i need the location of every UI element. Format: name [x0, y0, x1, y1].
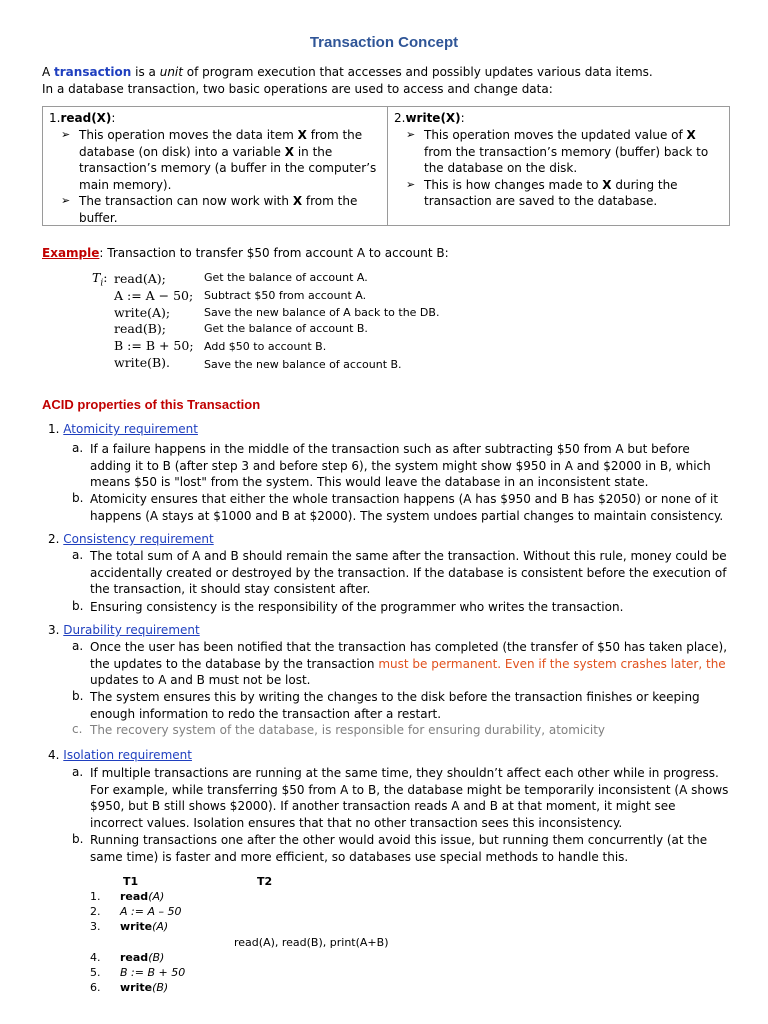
- example-code-1: read(A);: [114, 271, 166, 286]
- item-label: a.: [72, 548, 84, 562]
- item-label: b.: [72, 599, 84, 613]
- atomicity-item-b: Atomicity ensures that either the whole transaction happens (A has $950 and B has $2050) or none of it happens (A stays at $1000 and B at $2000). The system undoes partial changes to maintain consistency.: [90, 492, 724, 523]
- isolation-link[interactable]: Isolation requirement: [63, 748, 192, 762]
- durability-highlight: must be permanent. Even if the system crashes later, the: [378, 656, 726, 671]
- example-code-2: A := A − 50;: [114, 288, 194, 303]
- schedule-step-num: 5.: [90, 966, 101, 979]
- schedule-header-t1: T1: [123, 875, 139, 888]
- section-isolation: 4. Isolation requirement: [48, 748, 192, 762]
- example-comment-5: Add $50 to account B.: [204, 340, 327, 353]
- example-comment-2: Subtract $50 from account A.: [204, 289, 367, 302]
- item-label: a.: [72, 441, 84, 455]
- durability-item-b: The system ensures this by writing the changes to the disk before the transaction finishes or keeping enough information to redo the transaction after a restart.: [90, 690, 700, 721]
- example-comment-3: Save the new balance of A back to the DB.: [204, 306, 440, 319]
- schedule-step-3: write(A): [120, 920, 169, 933]
- read-operation-cell: [43, 107, 387, 225]
- page-title: Transaction Concept: [309, 34, 459, 51]
- operations-table: [42, 106, 730, 226]
- write-bullet-1: ➢ This operation moves the updated value of X from the transaction’s memory (buffer) back to the database on the disk.: [406, 128, 709, 175]
- schedule-step-num: 6.: [90, 981, 101, 994]
- arrow-bullet-icon: ➢: [406, 177, 416, 191]
- intro-line-2: In a database transaction, two basic operations are used to access and change data:: [42, 82, 553, 96]
- section-atomicity: 1. Atomicity requirement: [48, 422, 198, 436]
- item-label: a.: [72, 765, 84, 779]
- isolation-item-b: Running transactions one after the other would avoid this issue, but running them concurrently (at the same time) is faster and more efficient, so databases use special methods to handle this.: [90, 833, 708, 864]
- example-code-6: write(B).: [114, 355, 171, 370]
- section-consistency: 2. Consistency requirement: [48, 532, 214, 546]
- item-label: b.: [72, 689, 84, 703]
- durability-item-c: The recovery system of the database, is responsible for ensuring durability, atomicity: [90, 723, 606, 737]
- arrow-bullet-icon: ➢: [406, 128, 416, 141]
- example-code-5: B := B + 50;: [114, 338, 194, 353]
- item-label: c.: [72, 722, 83, 736]
- example-comment-1: Get the balance of account A.: [204, 271, 368, 284]
- schedule-step-1: read(A): [120, 890, 165, 903]
- consistency-item-b: Ensuring consistency is the responsibility of the programmer who writes the transaction.: [90, 600, 624, 614]
- schedule-step-6: write(B): [120, 981, 169, 994]
- example-code-3: write(A);: [114, 305, 171, 320]
- section-durability: 3. Durability requirement: [48, 623, 200, 637]
- consistency-item-a: The total sum of A and B should remain the same after the transaction. Without this rule, money could be accidentally created or destroyed by the transaction. If the database is consistent before the execution of the transaction, it should stay consistent after.: [90, 549, 727, 597]
- schedule-step-num: 1.: [90, 890, 101, 903]
- item-label: a.: [72, 639, 84, 653]
- isolation-item-a: If multiple transactions are running at the same time, they shouldn’t affect each other while in progress. For example, while transferring $50 from A to B, the database might be temporarily inconsistent (A shows $950, but B still shows $2000). If another transaction reads A and B at that moment, it might see incorrect values. Isolation ensures that that no other transaction sees this inconsistency.: [90, 766, 729, 830]
- example-code-4: read(B);: [114, 321, 166, 336]
- transaction-ti-label: $T_i$:: [92, 270, 108, 289]
- write-operation-heading: 2.write(X):: [394, 111, 465, 125]
- schedule-step-4: read(B): [120, 951, 165, 964]
- schedule-header-t2: T2: [257, 875, 273, 888]
- consistency-link[interactable]: Consistency requirement: [63, 532, 214, 546]
- transaction-keyword: transaction: [54, 65, 132, 79]
- durability-item-a: Once the user has been notified that the transaction has completed (the transfer of $50 has taken place), the updates to the database by the transaction must be permanent. Even if the system crashes later, the updates to A and B must not be lost.: [90, 640, 728, 688]
- example-label: Example: [42, 246, 100, 260]
- example-heading: Example: Transaction to transfer $50 from account A to account B:: [42, 246, 449, 260]
- durability-link[interactable]: Durability requirement: [63, 623, 200, 637]
- schedule-step-num: 4.: [90, 951, 101, 964]
- read-bullet-1: ➢ This operation moves the data item X from the database (on disk) into a variable X in the transaction’s memory (a buffer in the computer’s main memory).: [61, 128, 377, 192]
- write-bullet-2: ➢ This is how changes made to X during the transaction are saved to the database.: [406, 177, 678, 208]
- schedule-step-5: B := B + 50: [120, 966, 186, 979]
- intro-paragraph: [42, 64, 653, 98]
- intro-line-1: A transaction is a unit of program execution that accesses and possibly updates various data items.: [42, 65, 653, 79]
- atomicity-link[interactable]: Atomicity requirement: [63, 422, 198, 436]
- arrow-bullet-icon: ➢: [61, 128, 71, 141]
- atomicity-item-a: If a failure happens in the middle of the transaction such as after subtracting $50 from A but before adding it to B (after step 3 and before step 6), the system might show $950 in A and $2000 in B, which means $50 is "lost" from the system. This would leave the database in an inconsistent state.: [90, 442, 711, 490]
- example-comment-6: Save the new balance of account B.: [204, 358, 402, 371]
- arrow-bullet-icon: ➢: [61, 194, 71, 207]
- schedule-step-num: 2.: [90, 905, 101, 918]
- item-label: b.: [72, 491, 84, 505]
- read-bullet-2: ➢ The transaction can now work with X from the buffer.: [61, 194, 358, 225]
- read-operation-heading: 1.read(X):: [49, 111, 116, 125]
- write-operation-cell: [387, 107, 729, 225]
- example-comment-4: Get the balance of account B.: [204, 322, 368, 335]
- schedule-t2-operation: read(A), read(B), print(A+B): [234, 936, 389, 949]
- schedule-step-num: 3.: [90, 920, 101, 933]
- acid-title: ACID properties of this Transaction: [42, 397, 261, 412]
- item-label: b.: [72, 832, 84, 846]
- schedule-step-2: A := A – 50: [120, 905, 182, 918]
